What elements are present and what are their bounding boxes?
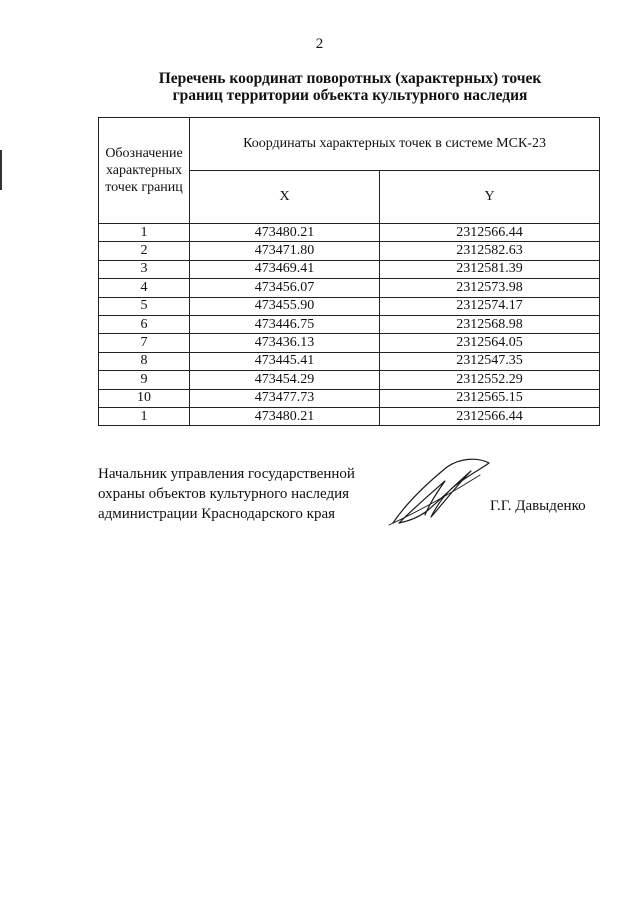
point-number-cell: 2 [99, 242, 190, 260]
title-line-2: границ территории объекта культурного наследия [172, 87, 528, 104]
x-coordinate-cell: 473480.21 [190, 407, 380, 425]
signer-line-2: охраны объектов культурного наследия [98, 486, 350, 502]
y-coordinate-cell: 2312565.15 [380, 389, 600, 407]
table-row [99, 334, 600, 352]
title-line-1: Перечень координат поворотных (характерных) точек [158, 70, 542, 87]
point-number-cell: 10 [99, 389, 190, 407]
x-coordinate-cell: 473446.75 [190, 315, 380, 333]
point-number-cell: 4 [99, 279, 190, 297]
table-row [99, 224, 600, 242]
table-row [99, 260, 600, 278]
point-number-cell: 5 [99, 297, 190, 315]
point-number-cell: 1 [99, 224, 190, 242]
x-coordinate-cell: 473455.90 [190, 297, 380, 315]
point-number-cell: 8 [99, 352, 190, 370]
scan-edge-mark [0, 150, 2, 190]
signer-line-1: Начальник управления государственной [98, 466, 355, 482]
signer-line-3: администрации Краснодарского края [98, 506, 336, 522]
point-number-cell: 1 [99, 407, 190, 425]
header-designation-line-3: точек границ [105, 180, 183, 195]
x-coordinate-cell: 473445.41 [190, 352, 380, 370]
table-row [99, 389, 600, 407]
y-coordinate-cell: 2312573.98 [380, 279, 600, 297]
x-coordinate-cell: 473454.29 [190, 371, 380, 389]
x-coordinate-cell: 473469.41 [190, 260, 380, 278]
header-designation-line-2: характерных [105, 163, 183, 178]
table-row [99, 352, 600, 370]
document-title [100, 70, 600, 104]
x-coordinate-cell: 473480.21 [190, 224, 380, 242]
point-number-cell: 9 [99, 371, 190, 389]
y-coordinate-cell: 2312582.63 [380, 242, 600, 260]
table-row [99, 315, 600, 333]
header-coordinates-system: Координаты характерных точек в системе МСК-23 [190, 118, 600, 171]
x-coordinate-cell: 473471.80 [190, 242, 380, 260]
y-coordinate-cell: 2312547.35 [380, 352, 600, 370]
y-coordinate-cell: 2312566.44 [380, 224, 600, 242]
header-point-designation [99, 118, 190, 224]
header-x: X [190, 171, 380, 224]
coordinates-table [98, 117, 600, 426]
table-row [99, 297, 600, 315]
x-coordinate-cell: 473436.13 [190, 334, 380, 352]
signer-position [98, 464, 355, 524]
y-coordinate-cell: 2312574.17 [380, 297, 600, 315]
table-row [99, 279, 600, 297]
page-number: 2 [315, 36, 324, 52]
header-y: Y [380, 171, 600, 224]
point-number-cell: 6 [99, 315, 190, 333]
x-coordinate-cell: 473477.73 [190, 389, 380, 407]
signer-name: Г.Г. Давыденко [490, 498, 586, 514]
y-coordinate-cell: 2312564.05 [380, 334, 600, 352]
y-coordinate-cell: 2312581.39 [380, 260, 600, 278]
y-coordinate-cell: 2312552.29 [380, 371, 600, 389]
y-coordinate-cell: 2312568.98 [380, 315, 600, 333]
table-row [99, 242, 600, 260]
point-number-cell: 7 [99, 334, 190, 352]
header-designation-line-1: Обозначение [105, 146, 183, 161]
table-row [99, 407, 600, 425]
handwritten-signature [385, 455, 495, 530]
point-number-cell: 3 [99, 260, 190, 278]
table-row [99, 371, 600, 389]
x-coordinate-cell: 473456.07 [190, 279, 380, 297]
y-coordinate-cell: 2312566.44 [380, 407, 600, 425]
